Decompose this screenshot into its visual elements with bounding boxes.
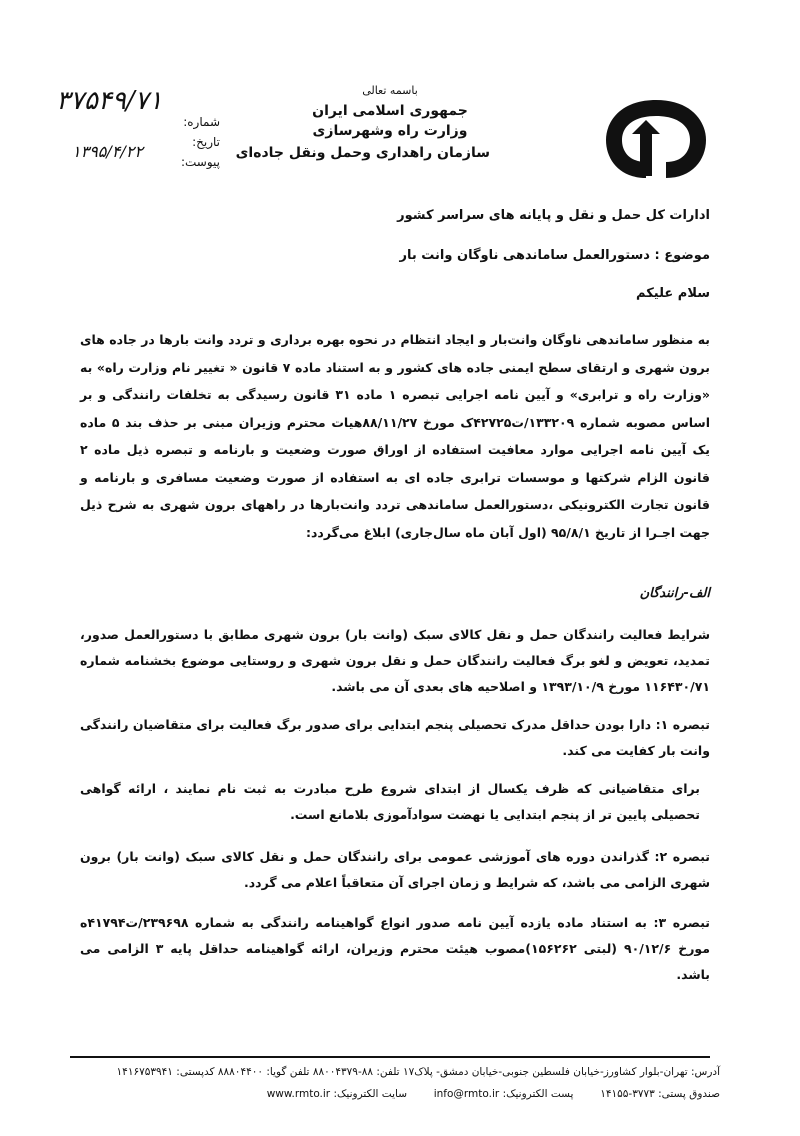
number-label: شماره: [183,115,220,129]
footer-contacts [70,1088,720,1100]
footer-divider [70,1056,710,1058]
footer-address: آدرس: تهران-بلوار کشاورز-خیابان فلسطین جنوبی-خیابان دمشق- پلاک۱۷ تلفن: ۸۸-۸۸۰۰۴۳۷۹ تلفن گویا: ۸۸۸۰۴۴۰۰ کدپستی: ۱۴۱۶۷۵۳۹۴۱ [116,1066,720,1078]
bismillah-text: باسمه تعالی [362,84,418,97]
republic-text: جمهوری اسلامی ایران [312,103,468,119]
greeting-line: سلام علیکم [636,286,710,301]
website-link[interactable]: www.rmto.ir [266,1088,331,1100]
letter-meta-labels [150,112,220,172]
website-label: سایت الکترونیک: [333,1088,408,1100]
note-2-paragraph: تبصره ۲: گذراندن دوره های آموزشی عمومی برای رانندگان حمل و نقل کالای سبک (وانت بار) برون شهری الزامی می باشد، که شرایط و زمان اجرای آن متعاقباً اعلام می گردد. [80,849,710,890]
ministry-text: وزارت راه وشهرسازی [312,123,468,139]
note-1-paragraph: تبصره ۱: دارا بودن حداقل مدرک تحصیلی پنجم ابتدایی برای صدور برگ فعالیت برای متقاضیان رانندگی وانت بار کفایت می کند. [80,717,710,758]
email-link[interactable]: info@rmto.ir [433,1088,500,1100]
letterhead [235,84,490,161]
handwritten-letter-number: ۳۷۵۴۹/۷۱ [56,86,163,116]
intro-paragraph: به منظور ساماندهی ناوگان وانت‌بار و ایجاد انتظام در نحوه بهره برداری و تردد وانت بارها در جاده های برون شهری و ارتقای سطح ایمنی جاده های کشور و به استناد ماده ۷ قانون « تغییر نام وزارت راه» به «وزارت راه و ترابری» و آیین نامه اجرایی تبصره ۱ ماده ۳۱ قانون رسیدگی به تخلفات رانندگی و بر اساس مصوبه شماره ۱۳۳۲۰۹/ت۴۲۷۲۵ک مورخ ۸۸/۱۱/۲۷هیات محترم وزیران مبنی بر حذف بند ۵ ماده یک آیین نامه اجرایی موارد معافیت استفاده از اوراق صورت وضعیت و بارنامه و تبصره ذیل ماده ۲ قانون الزام شرکتها و موسسات ترابری جاده ای به استفاده از صورت وضعیت مسافری و بارنامه و قانون تجارت الکترونیکی ،دستورالعمل ساماندهی تردد وانت‌بارها در راههای برون شهری به شرح ذیل جهت اجـرا از تاریخ ۹۵/۸/۱ (اول آبان ماه سال‌جاری) ابلاغ می‌گردد: [80,332,710,540]
section-a-paragraph: شرایط فعالیت رانندگان حمل و نقل کالای سبک (وانت بار) برون شهری مطابق با دستورالعمل صدور، تمدید، تعویض و لغو برگ فعالیت رانندگان حمل و نقل برون شهری و روستایی موضوع بخشنامه شماره ۱۱۶۴۳۰/۷۱ مورخ ۱۳۹۳/۱۰/۹ و اصلاحیه های بعدی آن می باشد. [80,627,710,694]
note-3-paragraph: تبصره ۳: به استناد ماده یازده آیین نامه صدور انواع گواهینامه رانندگی به شماره ۲۳۹۶۹۸/ت۴۱۷۹۴ه مورخ ۹۰/۱۲/۶ (لبتی ۱۵۶۲۶۲)مصوب هیئت محترم وزیران، ارائه گواهینامه حداقل پایه ۳ الزامی می باشد. [80,915,710,982]
attachment-label: پیوست: [180,155,220,169]
date-label: تاریخ: [192,135,220,149]
rmto-logo-icon [600,96,712,182]
email-label: پست الکترونیک: [502,1088,574,1100]
subject-line: موضوع : دستورالعمل ساماندهی ناوگان وانت بار [399,248,710,263]
handwritten-letter-date: ۱۳۹۵/۴/۲۲ [72,142,143,161]
postal-box: صندوق پستی: ۳۷۷۳-۱۴۱۵۵ [600,1088,720,1100]
organization-text: سازمان راهداری وحمل ونقل جاده‌ای [235,145,490,161]
section-a-heading: الف-رانندگان [639,586,710,601]
note-1-continuation: برای متقاضیانی که ظرف یکسال از ابتدای شروع طرح مبادرت به ثبت نام نمایند ، ارائه گواهی تحصیلی پایین تر از پنجم ابتدایی یا نهضت سوادآموزی بلامانع است. [80,781,700,822]
recipient-line: ادارات کل حمل و نقل و پایانه های سراسر کشور [397,208,710,223]
